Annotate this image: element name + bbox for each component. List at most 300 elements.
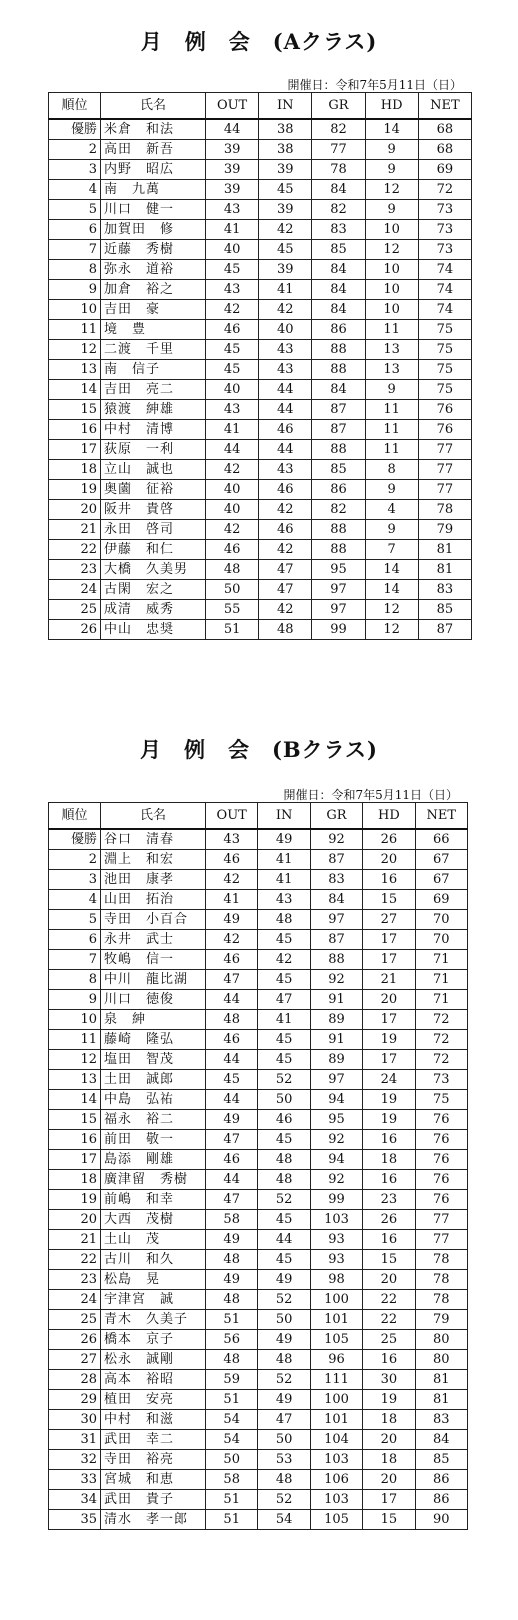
results-body bbox=[49, 829, 468, 1530]
in-score-cell: 49 bbox=[258, 1390, 310, 1410]
table-row bbox=[49, 119, 472, 140]
rank-cell: 34 bbox=[49, 1490, 101, 1510]
net-score-cell: 84 bbox=[415, 1430, 467, 1450]
out-score-cell: 46 bbox=[206, 850, 258, 870]
page-title: 月 例 会 (Bクラス) bbox=[140, 737, 378, 762]
table-row bbox=[49, 1050, 468, 1070]
rank-cell: 24 bbox=[49, 580, 101, 600]
results-body bbox=[49, 119, 472, 640]
table-row bbox=[49, 260, 472, 280]
handicap-cell: 26 bbox=[363, 829, 415, 850]
player-name-cell: 中川 龍比湖 bbox=[101, 970, 206, 990]
in-score-cell: 48 bbox=[258, 1170, 310, 1190]
in-score-cell: 44 bbox=[259, 380, 312, 400]
rank-cell: 32 bbox=[49, 1450, 101, 1470]
event-date: 開催日：令和7年5月11日（日） bbox=[287, 78, 462, 92]
col-header-name: 氏名 bbox=[101, 803, 206, 830]
net-score-cell: 78 bbox=[418, 500, 471, 520]
out-score-cell: 44 bbox=[206, 1090, 258, 1110]
in-score-cell: 54 bbox=[258, 1510, 310, 1530]
player-name-cell: 加倉 裕之 bbox=[101, 280, 206, 300]
rank-cell: 31 bbox=[49, 1430, 101, 1450]
net-score-cell: 83 bbox=[418, 580, 471, 600]
col-header-net: NET bbox=[418, 93, 471, 120]
net-score-cell: 75 bbox=[418, 320, 471, 340]
out-score-cell: 44 bbox=[206, 990, 258, 1010]
out-score-cell: 39 bbox=[206, 180, 259, 200]
out-score-cell: 49 bbox=[206, 910, 258, 930]
player-name-cell: 境 豊 bbox=[101, 320, 206, 340]
out-score-cell: 51 bbox=[206, 1310, 258, 1330]
table-row bbox=[49, 580, 472, 600]
net-score-cell: 85 bbox=[418, 600, 471, 620]
net-score-cell: 76 bbox=[415, 1170, 467, 1190]
rank-cell: 11 bbox=[49, 1030, 101, 1050]
gross-score-cell: 97 bbox=[312, 580, 365, 600]
player-name-cell: 高本 裕昭 bbox=[101, 1370, 206, 1390]
handicap-cell: 16 bbox=[363, 1350, 415, 1370]
rank-cell: 優勝 bbox=[49, 119, 101, 140]
in-score-cell: 48 bbox=[258, 1150, 310, 1170]
gross-score-cell: 88 bbox=[312, 520, 365, 540]
in-score-cell: 47 bbox=[258, 1410, 310, 1430]
table-row bbox=[49, 1010, 468, 1030]
player-name-cell: 中島 弘祐 bbox=[101, 1090, 206, 1110]
in-score-cell: 45 bbox=[259, 240, 312, 260]
rank-cell: 6 bbox=[49, 930, 101, 950]
rank-cell: 4 bbox=[49, 890, 101, 910]
in-score-cell: 47 bbox=[258, 990, 310, 1010]
handicap-cell: 16 bbox=[363, 870, 415, 890]
results-table bbox=[48, 802, 468, 1530]
in-score-cell: 47 bbox=[259, 580, 312, 600]
handicap-cell: 8 bbox=[365, 460, 418, 480]
handicap-cell: 14 bbox=[365, 580, 418, 600]
player-name-cell: 高田 新吾 bbox=[101, 140, 206, 160]
gross-score-cell: 88 bbox=[312, 540, 365, 560]
handicap-cell: 15 bbox=[363, 1250, 415, 1270]
player-name-cell: 前田 敬一 bbox=[101, 1130, 206, 1150]
player-name-cell: 川口 健一 bbox=[101, 200, 206, 220]
table-row bbox=[49, 1090, 468, 1110]
out-score-cell: 45 bbox=[206, 340, 259, 360]
handicap-cell: 25 bbox=[363, 1330, 415, 1350]
out-score-cell: 51 bbox=[206, 1490, 258, 1510]
handicap-cell: 15 bbox=[363, 1510, 415, 1530]
table-row bbox=[49, 280, 472, 300]
player-name-cell: 近藤 秀樹 bbox=[101, 240, 206, 260]
table-row bbox=[49, 1390, 468, 1410]
rank-cell: 2 bbox=[49, 850, 101, 870]
in-score-cell: 42 bbox=[259, 500, 312, 520]
net-score-cell: 74 bbox=[418, 300, 471, 320]
player-name-cell: 松永 誠剛 bbox=[101, 1350, 206, 1370]
in-score-cell: 50 bbox=[258, 1310, 310, 1330]
net-score-cell: 69 bbox=[418, 160, 471, 180]
player-name-cell: 青木 久美子 bbox=[101, 1310, 206, 1330]
rank-cell: 2 bbox=[49, 140, 101, 160]
in-score-cell: 48 bbox=[258, 910, 310, 930]
table-row bbox=[49, 1190, 468, 1210]
gross-score-cell: 92 bbox=[310, 829, 362, 850]
out-score-cell: 49 bbox=[206, 1270, 258, 1290]
table-row bbox=[49, 500, 472, 520]
rank-cell: 5 bbox=[49, 200, 101, 220]
in-score-cell: 45 bbox=[259, 180, 312, 200]
in-score-cell: 44 bbox=[259, 440, 312, 460]
player-name-cell: 弥永 道裕 bbox=[101, 260, 206, 280]
handicap-cell: 13 bbox=[365, 340, 418, 360]
table-row bbox=[49, 1410, 468, 1430]
col-header-rank: 順位 bbox=[49, 93, 101, 120]
table-row bbox=[49, 1170, 468, 1190]
net-score-cell: 71 bbox=[415, 970, 467, 990]
handicap-cell: 17 bbox=[363, 1490, 415, 1510]
out-score-cell: 43 bbox=[206, 280, 259, 300]
handicap-cell: 20 bbox=[363, 850, 415, 870]
net-score-cell: 72 bbox=[418, 180, 471, 200]
header-row bbox=[49, 803, 468, 830]
table-row bbox=[49, 440, 472, 460]
player-name-cell: 松島 晃 bbox=[101, 1270, 206, 1290]
rank-cell: 28 bbox=[49, 1370, 101, 1390]
gross-score-cell: 93 bbox=[310, 1230, 362, 1250]
gross-score-cell: 103 bbox=[310, 1450, 362, 1470]
table-row bbox=[49, 1430, 468, 1450]
in-score-cell: 48 bbox=[259, 620, 312, 640]
table-row bbox=[49, 1510, 468, 1530]
out-score-cell: 48 bbox=[206, 560, 259, 580]
handicap-cell: 9 bbox=[365, 520, 418, 540]
in-score-cell: 43 bbox=[259, 340, 312, 360]
net-score-cell: 77 bbox=[418, 440, 471, 460]
rank-cell: 21 bbox=[49, 520, 101, 540]
rank-cell: 21 bbox=[49, 1230, 101, 1250]
gross-score-cell: 101 bbox=[310, 1410, 362, 1430]
in-score-cell: 48 bbox=[258, 1470, 310, 1490]
gross-score-cell: 84 bbox=[312, 300, 365, 320]
table-row bbox=[49, 1450, 468, 1470]
table-row bbox=[49, 1030, 468, 1050]
gross-score-cell: 92 bbox=[310, 970, 362, 990]
col-header-handicap: HD bbox=[363, 803, 415, 830]
net-score-cell: 75 bbox=[415, 1090, 467, 1110]
table-row bbox=[49, 1290, 468, 1310]
table-row bbox=[49, 300, 472, 320]
out-score-cell: 45 bbox=[206, 1070, 258, 1090]
gross-score-cell: 88 bbox=[310, 950, 362, 970]
out-score-cell: 51 bbox=[206, 1510, 258, 1530]
table-row bbox=[49, 560, 472, 580]
table-row bbox=[49, 1490, 468, 1510]
gross-score-cell: 100 bbox=[310, 1390, 362, 1410]
handicap-cell: 12 bbox=[365, 180, 418, 200]
player-name-cell: 吉田 豪 bbox=[101, 300, 206, 320]
gross-score-cell: 105 bbox=[310, 1510, 362, 1530]
net-score-cell: 76 bbox=[415, 1150, 467, 1170]
player-name-cell: 南 信子 bbox=[101, 360, 206, 380]
out-score-cell: 40 bbox=[206, 380, 259, 400]
player-name-cell: 橋本 京子 bbox=[101, 1330, 206, 1350]
gross-score-cell: 111 bbox=[310, 1370, 362, 1390]
in-score-cell: 52 bbox=[258, 1290, 310, 1310]
handicap-cell: 27 bbox=[363, 910, 415, 930]
net-score-cell: 90 bbox=[415, 1510, 467, 1530]
handicap-cell: 18 bbox=[363, 1410, 415, 1430]
rank-cell: 6 bbox=[49, 220, 101, 240]
net-score-cell: 81 bbox=[415, 1370, 467, 1390]
handicap-cell: 19 bbox=[363, 1030, 415, 1050]
out-score-cell: 46 bbox=[206, 1150, 258, 1170]
player-name-cell: 宇津宮 誠 bbox=[101, 1290, 206, 1310]
rank-cell: 23 bbox=[49, 560, 101, 580]
gross-score-cell: 85 bbox=[312, 460, 365, 480]
gross-score-cell: 92 bbox=[310, 1130, 362, 1150]
handicap-cell: 11 bbox=[365, 420, 418, 440]
rank-cell: 19 bbox=[49, 480, 101, 500]
in-score-cell: 42 bbox=[258, 950, 310, 970]
player-name-cell: 武田 貴子 bbox=[101, 1490, 206, 1510]
rank-cell: 9 bbox=[49, 280, 101, 300]
in-score-cell: 45 bbox=[258, 1250, 310, 1270]
table-row bbox=[49, 420, 472, 440]
gross-score-cell: 99 bbox=[310, 1190, 362, 1210]
table-row bbox=[49, 1210, 468, 1230]
player-name-cell: 大西 茂樹 bbox=[101, 1210, 206, 1230]
table-row bbox=[49, 1350, 468, 1370]
player-name-cell: 廣津留 秀樹 bbox=[101, 1170, 206, 1190]
net-score-cell: 75 bbox=[418, 380, 471, 400]
out-score-cell: 51 bbox=[206, 620, 259, 640]
rank-cell: 18 bbox=[49, 460, 101, 480]
net-score-cell: 78 bbox=[415, 1270, 467, 1290]
col-header-net: NET bbox=[415, 803, 467, 830]
in-score-cell: 52 bbox=[258, 1370, 310, 1390]
player-name-cell: 永田 啓司 bbox=[101, 520, 206, 540]
rank-cell: 4 bbox=[49, 180, 101, 200]
out-score-cell: 49 bbox=[206, 1230, 258, 1250]
event-date: 開催日：令和7年5月11日（日） bbox=[283, 788, 458, 802]
handicap-cell: 19 bbox=[363, 1390, 415, 1410]
handicap-cell: 14 bbox=[365, 560, 418, 580]
col-header-gross: GR bbox=[310, 803, 362, 830]
table-row bbox=[49, 990, 468, 1010]
in-score-cell: 42 bbox=[259, 600, 312, 620]
rank-cell: 29 bbox=[49, 1390, 101, 1410]
col-header-in: IN bbox=[259, 93, 312, 120]
out-score-cell: 51 bbox=[206, 1390, 258, 1410]
net-score-cell: 67 bbox=[415, 850, 467, 870]
table-row bbox=[49, 950, 468, 970]
in-score-cell: 44 bbox=[259, 400, 312, 420]
in-score-cell: 50 bbox=[258, 1090, 310, 1110]
net-score-cell: 77 bbox=[418, 480, 471, 500]
out-score-cell: 44 bbox=[206, 440, 259, 460]
out-score-cell: 45 bbox=[206, 260, 259, 280]
gross-score-cell: 97 bbox=[310, 910, 362, 930]
handicap-cell: 17 bbox=[363, 1010, 415, 1030]
player-name-cell: 古川 和久 bbox=[101, 1250, 206, 1270]
handicap-cell: 10 bbox=[365, 260, 418, 280]
handicap-cell: 19 bbox=[363, 1090, 415, 1110]
table-row bbox=[49, 220, 472, 240]
net-score-cell: 73 bbox=[418, 220, 471, 240]
rank-cell: 10 bbox=[49, 300, 101, 320]
in-score-cell: 45 bbox=[258, 930, 310, 950]
table-row bbox=[49, 520, 472, 540]
out-score-cell: 54 bbox=[206, 1410, 258, 1430]
out-score-cell: 49 bbox=[206, 1110, 258, 1130]
handicap-cell: 23 bbox=[363, 1190, 415, 1210]
table-row bbox=[49, 180, 472, 200]
col-header-in: IN bbox=[258, 803, 310, 830]
rank-cell: 9 bbox=[49, 990, 101, 1010]
rank-cell: 33 bbox=[49, 1470, 101, 1490]
table-row bbox=[49, 480, 472, 500]
gross-score-cell: 105 bbox=[310, 1330, 362, 1350]
in-score-cell: 43 bbox=[259, 360, 312, 380]
net-score-cell: 76 bbox=[415, 1130, 467, 1150]
rank-cell: 22 bbox=[49, 1250, 101, 1270]
net-score-cell: 77 bbox=[418, 460, 471, 480]
handicap-cell: 21 bbox=[363, 970, 415, 990]
table-row bbox=[49, 890, 468, 910]
rank-cell: 15 bbox=[49, 400, 101, 420]
handicap-cell: 4 bbox=[365, 500, 418, 520]
handicap-cell: 9 bbox=[365, 160, 418, 180]
gross-score-cell: 104 bbox=[310, 1430, 362, 1450]
net-score-cell: 73 bbox=[415, 1070, 467, 1090]
in-score-cell: 46 bbox=[259, 420, 312, 440]
gross-score-cell: 88 bbox=[312, 440, 365, 460]
net-score-cell: 77 bbox=[415, 1210, 467, 1230]
handicap-cell: 16 bbox=[363, 1170, 415, 1190]
table-row bbox=[49, 1130, 468, 1150]
player-name-cell: 塩田 智茂 bbox=[101, 1050, 206, 1070]
out-score-cell: 56 bbox=[206, 1330, 258, 1350]
handicap-cell: 9 bbox=[365, 480, 418, 500]
gross-score-cell: 94 bbox=[310, 1090, 362, 1110]
net-score-cell: 85 bbox=[415, 1450, 467, 1470]
gross-score-cell: 89 bbox=[310, 1050, 362, 1070]
col-header-handicap: HD bbox=[365, 93, 418, 120]
in-score-cell: 43 bbox=[259, 460, 312, 480]
player-name-cell: 米倉 和法 bbox=[101, 119, 206, 140]
player-name-cell: 中村 和滋 bbox=[101, 1410, 206, 1430]
table-row bbox=[49, 400, 472, 420]
net-score-cell: 83 bbox=[415, 1410, 467, 1430]
handicap-cell: 16 bbox=[363, 1230, 415, 1250]
gross-score-cell: 87 bbox=[310, 930, 362, 950]
rank-cell: 25 bbox=[49, 1310, 101, 1330]
net-score-cell: 79 bbox=[415, 1310, 467, 1330]
in-score-cell: 49 bbox=[258, 829, 310, 850]
rank-cell: 8 bbox=[49, 970, 101, 990]
out-score-cell: 41 bbox=[206, 890, 258, 910]
table-row bbox=[49, 850, 468, 870]
net-score-cell: 86 bbox=[415, 1490, 467, 1510]
table-row bbox=[49, 1270, 468, 1290]
table-row bbox=[49, 360, 472, 380]
out-score-cell: 44 bbox=[206, 1050, 258, 1070]
handicap-cell: 10 bbox=[365, 220, 418, 240]
gross-score-cell: 82 bbox=[312, 119, 365, 140]
gross-score-cell: 103 bbox=[310, 1210, 362, 1230]
out-score-cell: 46 bbox=[206, 1030, 258, 1050]
player-name-cell: 土山 茂 bbox=[101, 1230, 206, 1250]
out-score-cell: 43 bbox=[206, 200, 259, 220]
table-row bbox=[49, 930, 468, 950]
net-score-cell: 76 bbox=[415, 1110, 467, 1130]
gross-score-cell: 95 bbox=[312, 560, 365, 580]
net-score-cell: 69 bbox=[415, 890, 467, 910]
net-score-cell: 72 bbox=[415, 1010, 467, 1030]
net-score-cell: 87 bbox=[418, 620, 471, 640]
out-score-cell: 44 bbox=[206, 1170, 258, 1190]
table-row bbox=[49, 1470, 468, 1490]
net-score-cell: 77 bbox=[415, 1230, 467, 1250]
net-score-cell: 75 bbox=[418, 340, 471, 360]
handicap-cell: 19 bbox=[363, 1110, 415, 1130]
rank-cell: 20 bbox=[49, 1210, 101, 1230]
table-row bbox=[49, 160, 472, 180]
out-score-cell: 50 bbox=[206, 580, 259, 600]
handicap-cell: 17 bbox=[363, 930, 415, 950]
handicap-cell: 12 bbox=[365, 600, 418, 620]
gross-score-cell: 106 bbox=[310, 1470, 362, 1490]
in-score-cell: 39 bbox=[259, 200, 312, 220]
in-score-cell: 46 bbox=[258, 1110, 310, 1130]
table-row bbox=[49, 320, 472, 340]
in-score-cell: 52 bbox=[258, 1190, 310, 1210]
table-row bbox=[49, 240, 472, 260]
gross-score-cell: 103 bbox=[310, 1490, 362, 1510]
table-row bbox=[49, 1370, 468, 1390]
out-score-cell: 45 bbox=[206, 360, 259, 380]
gross-score-cell: 85 bbox=[312, 240, 365, 260]
gross-score-cell: 87 bbox=[312, 420, 365, 440]
net-score-cell: 73 bbox=[418, 240, 471, 260]
out-score-cell: 48 bbox=[206, 1010, 258, 1030]
table-row bbox=[49, 1230, 468, 1250]
net-score-cell: 66 bbox=[415, 829, 467, 850]
out-score-cell: 55 bbox=[206, 600, 259, 620]
handicap-cell: 7 bbox=[365, 540, 418, 560]
net-score-cell: 76 bbox=[418, 420, 471, 440]
gross-score-cell: 86 bbox=[312, 480, 365, 500]
rank-cell: 7 bbox=[49, 950, 101, 970]
rank-cell: 26 bbox=[49, 1330, 101, 1350]
rank-cell: 7 bbox=[49, 240, 101, 260]
player-name-cell: 牧嶋 信一 bbox=[101, 950, 206, 970]
out-score-cell: 43 bbox=[206, 829, 258, 850]
table-row bbox=[49, 1330, 468, 1350]
player-name-cell: 内野 昭広 bbox=[101, 160, 206, 180]
handicap-cell: 9 bbox=[365, 200, 418, 220]
rank-cell: 35 bbox=[49, 1510, 101, 1530]
handicap-cell: 20 bbox=[363, 990, 415, 1010]
table-row bbox=[49, 600, 472, 620]
in-score-cell: 40 bbox=[259, 320, 312, 340]
gross-score-cell: 100 bbox=[310, 1290, 362, 1310]
rank-cell: 26 bbox=[49, 620, 101, 640]
handicap-cell: 9 bbox=[365, 140, 418, 160]
out-score-cell: 42 bbox=[206, 870, 258, 890]
in-score-cell: 47 bbox=[259, 560, 312, 580]
col-header-out: OUT bbox=[206, 93, 259, 120]
in-score-cell: 38 bbox=[259, 140, 312, 160]
player-name-cell: 阪井 貴啓 bbox=[101, 500, 206, 520]
